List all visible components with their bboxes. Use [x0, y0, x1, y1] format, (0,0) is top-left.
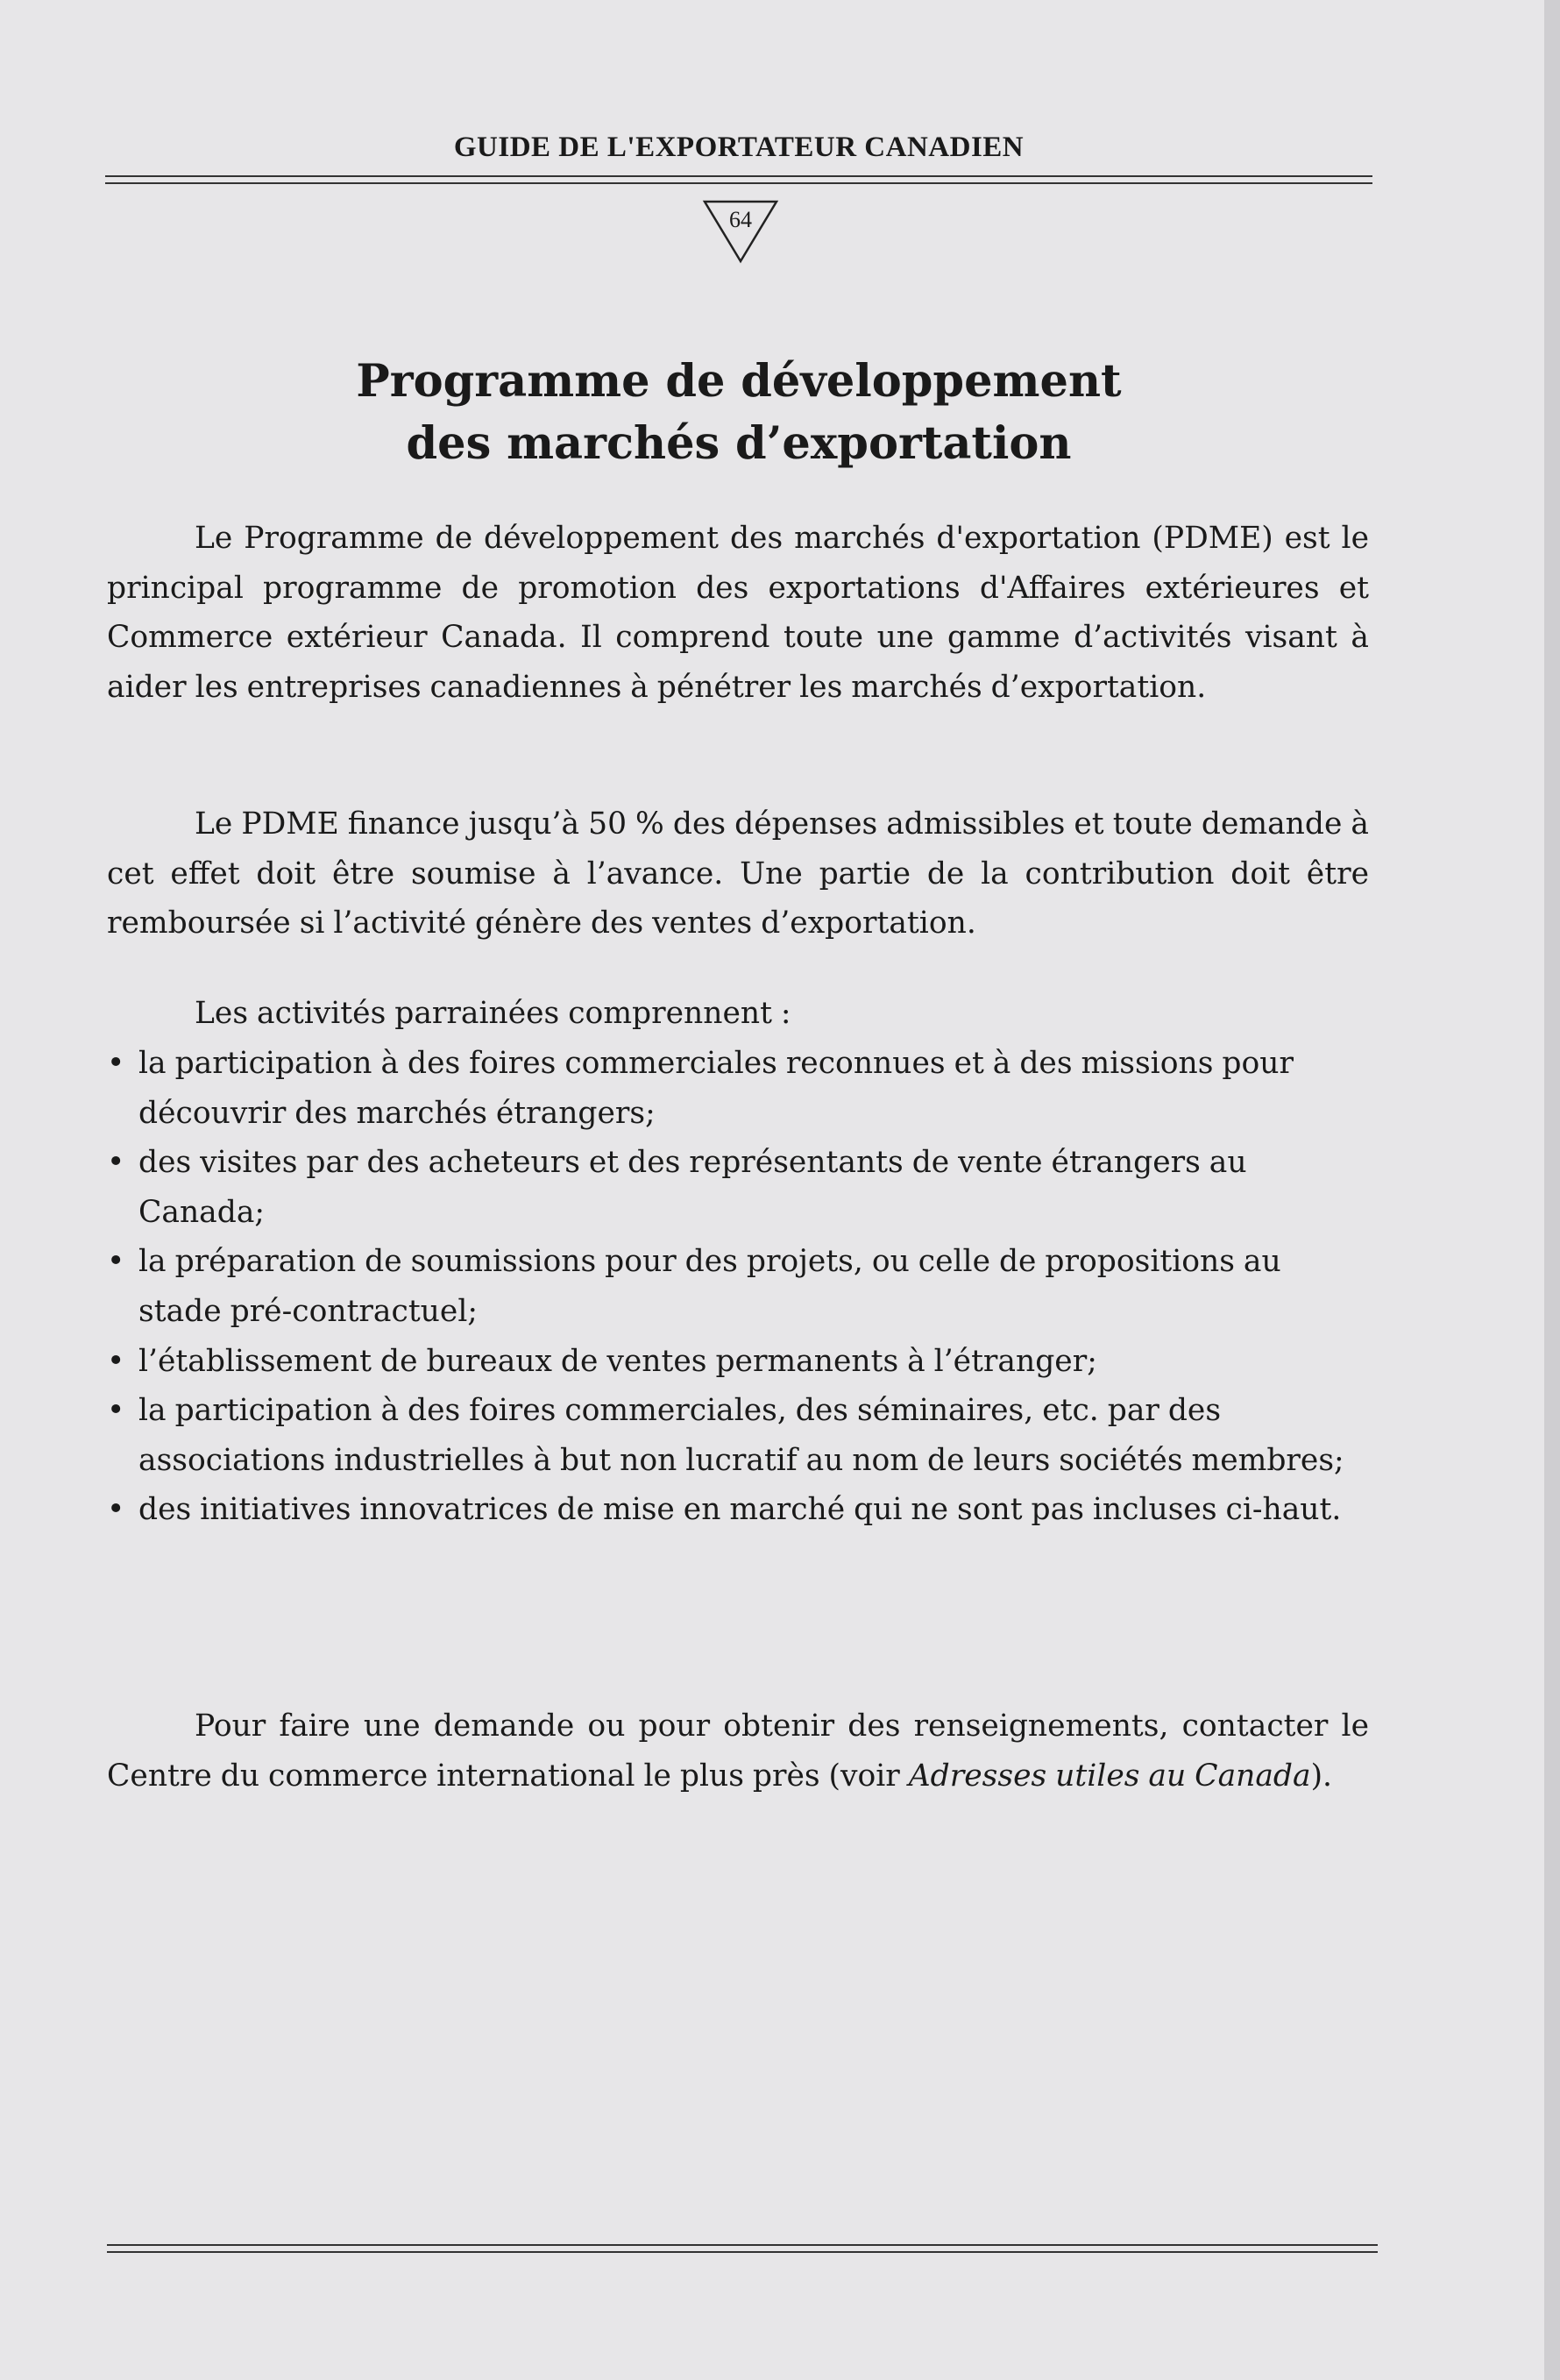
title-line-1: Programme de développement — [356, 355, 1122, 408]
activities-list — [107, 1039, 1369, 1535]
page-number: 64 — [729, 207, 752, 232]
list-item — [107, 1138, 1369, 1237]
list-item — [107, 1237, 1369, 1336]
closing-end: ). — [1310, 1758, 1333, 1794]
list-item-text: l’établissement de bureaux de ventes permanents à l’étranger; — [138, 1343, 1097, 1379]
closing-reference: Adresses utiles au Canada — [908, 1758, 1311, 1794]
bullet-icon: • — [107, 1393, 125, 1429]
footer-rule — [107, 2244, 1378, 2253]
list-intro: Les activités parrainées comprennent : — [195, 996, 791, 1031]
bullet-icon: • — [107, 1492, 125, 1528]
bullet-icon: • — [107, 1244, 125, 1280]
intro-paragraph: Le Programme de développement des marchés d'exportation (PDME) est le principal programme de promotion des exportations d'Affaires extérieures et Commerce extérieur Canada. Il comprend toute une gamme d’activités visant à aider les entreprises canadiennes à pénétrer les marchés d’exportation. — [107, 521, 1369, 705]
page-title — [105, 351, 1372, 475]
page-edge — [1544, 0, 1560, 2380]
list-item — [107, 1337, 1369, 1387]
list-item — [107, 1485, 1369, 1535]
bullet-icon: • — [107, 1343, 125, 1379]
running-header: GUIDE DE L'EXPORTATEUR CANADIEN — [453, 131, 1025, 163]
bullet-icon: • — [107, 1046, 125, 1081]
closing-text: Pour faire une demande ou pour obtenir des renseignements, contacter le Centre du commerce international le plus près (voir — [107, 1709, 1369, 1794]
title-line-2: des marchés d’exportation — [406, 417, 1072, 470]
list-item-text: la participation à des foires commerciales, des séminaires, etc. par des associations industrielles à but non lucratif au nom de leurs sociétés membres; — [138, 1393, 1344, 1478]
list-item — [107, 1386, 1369, 1485]
list-item-text: des initiatives innovatrices de mise en marché qui ne sont pas incluses ci-haut. — [138, 1492, 1342, 1528]
list-item-text: des visites par des acheteurs et des représentants de vente étrangers au Canada; — [138, 1145, 1247, 1230]
list-item — [107, 1039, 1369, 1138]
funding-paragraph: Le PDME finance jusqu’à 50 % des dépenses admissibles et toute demande à cet effet doit être soumise à l’avance. Une partie de la contribution doit être remboursée si l’activité génère des ventes d’exportation. — [107, 806, 1369, 941]
list-item-text: la participation à des foires commerciales reconnues et à des missions pour découvrir des marchés étrangers; — [138, 1046, 1294, 1131]
list-item-text: la préparation de soumissions pour des projets, ou celle de propositions au stade pré-contractuel; — [138, 1244, 1281, 1329]
header-rule — [105, 175, 1372, 184]
closing-paragraph — [107, 1702, 1369, 1801]
bullet-icon: • — [107, 1145, 125, 1181]
